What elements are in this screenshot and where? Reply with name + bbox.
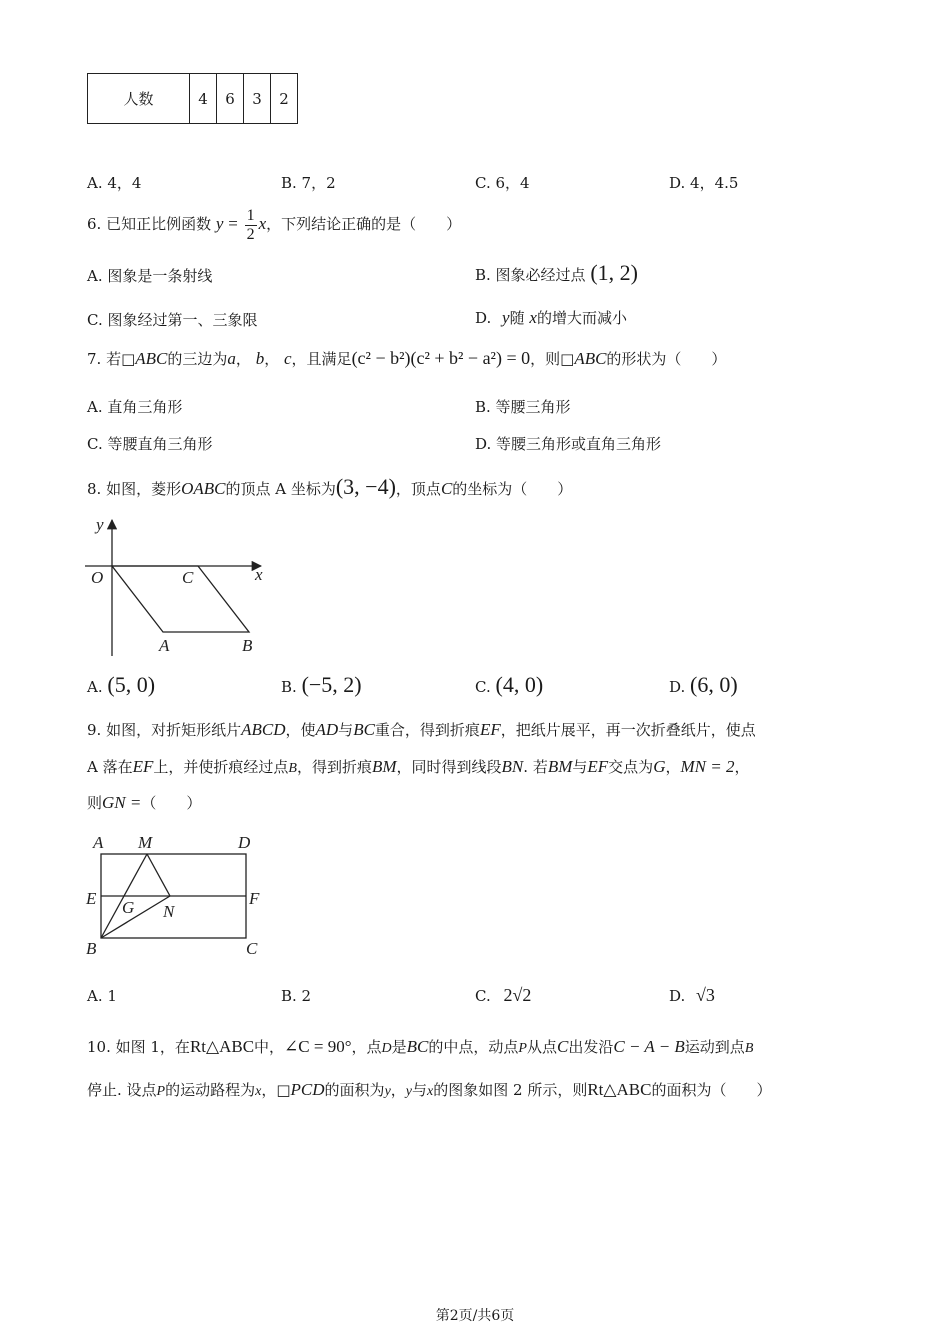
table-cell: 6 bbox=[217, 74, 244, 124]
q10-text: 停止. 设点 bbox=[87, 1081, 157, 1099]
q8-point-c: C bbox=[440, 479, 453, 498]
q10-line-2 bbox=[87, 1079, 771, 1100]
q6-option-d-mid: 随 bbox=[509, 309, 525, 327]
q9-text: 重合，得到折痕 bbox=[374, 721, 480, 739]
q6-stem-pre: 6. 已知正比例函数 bbox=[87, 215, 212, 233]
q6-func-lhs: y bbox=[215, 214, 224, 233]
q9-option-d-label: D. bbox=[669, 987, 686, 1005]
q9-label-f: F bbox=[249, 889, 260, 908]
q7-option-d: D. 等腰三角形或直角三角形 bbox=[475, 435, 662, 453]
q9-line-mn bbox=[147, 854, 170, 896]
q10-text: 的面积为 bbox=[324, 1081, 385, 1099]
q9-option-b: B. 2 bbox=[281, 987, 312, 1005]
q9-label-d: D bbox=[238, 833, 251, 852]
q9-label-g: G bbox=[122, 898, 135, 917]
q6-option-b bbox=[475, 260, 638, 286]
q7-option-c: C. 等腰直角三角形 bbox=[87, 435, 213, 453]
q8-option-c-value: (4, 0) bbox=[495, 672, 544, 697]
q9-label-e: E bbox=[86, 889, 97, 908]
q9-bn: BN bbox=[501, 757, 524, 776]
q6-option-b-math: (1, 2) bbox=[590, 260, 638, 285]
q10-sep: ， bbox=[261, 1081, 277, 1099]
q10-var-x: x bbox=[427, 1084, 434, 1099]
q7-triangle-symbol: □ bbox=[560, 350, 575, 368]
q9-text: ，同时得到线段 bbox=[396, 758, 502, 776]
q10-pcd: PCD bbox=[290, 1080, 325, 1099]
q6-fraction bbox=[245, 207, 257, 244]
table-row bbox=[88, 74, 298, 124]
q7-stem-d: ，则 bbox=[530, 350, 561, 368]
q9-text: ，把纸片展平，再一次折叠纸片，使点 bbox=[500, 721, 756, 739]
q8-label-a: A bbox=[159, 636, 170, 655]
q10-text: 10. 如图 1，在 bbox=[87, 1038, 190, 1056]
q9-abcd: ABCD bbox=[241, 720, 286, 739]
q8-stem-c: ，顶点 bbox=[395, 480, 441, 498]
q8-option-a-label: A. bbox=[87, 678, 103, 696]
q10-path: C − A − B bbox=[613, 1037, 685, 1056]
q9-option-c-value: 2√2 bbox=[503, 985, 532, 1005]
q6-frac-den: 2 bbox=[246, 225, 255, 243]
q8-option-d bbox=[669, 672, 738, 698]
q10-text: 的中点，动点 bbox=[428, 1038, 519, 1056]
q10-point-c: C bbox=[557, 1037, 569, 1056]
q9-point-b: B bbox=[288, 761, 297, 776]
q8-option-b-value: (−5, 2) bbox=[301, 672, 362, 697]
q10-angle: ∠C = 90° bbox=[284, 1037, 352, 1056]
q8-option-a bbox=[87, 672, 155, 698]
q9-bc: BC bbox=[353, 720, 375, 739]
q6-frac-num: 1 bbox=[246, 206, 255, 224]
q10-line-1 bbox=[87, 1036, 753, 1057]
q9-mn: MN = 2 bbox=[680, 757, 735, 776]
q8-option-d-value: (6, 0) bbox=[690, 672, 738, 697]
q6-option-c: C. 图象经过第一、三象限 bbox=[87, 311, 258, 329]
q9-text: 与 bbox=[338, 721, 354, 739]
q10-text: 的运动路程为 bbox=[165, 1081, 256, 1099]
q7-option-b: B. 等腰三角形 bbox=[475, 398, 571, 416]
q10-point-b: B bbox=[744, 1041, 754, 1056]
q9-ef: EF bbox=[479, 720, 501, 739]
q8-stem-a: 8. 如图，菱形 bbox=[87, 480, 182, 498]
q7-stem-c: ，且满足 bbox=[291, 350, 352, 368]
q5-option-a: A. 4，4 bbox=[87, 174, 142, 192]
q7-stem-e: 的形状为（ ） bbox=[606, 350, 727, 368]
q9-point-g: G bbox=[653, 757, 666, 776]
q8-option-b-label: B. bbox=[281, 678, 297, 696]
q9-label-m: M bbox=[138, 833, 153, 852]
q10-text: 从点 bbox=[526, 1038, 557, 1056]
q10-text: ，点 bbox=[351, 1038, 382, 1056]
q8-coord: (3, −4) bbox=[335, 474, 396, 499]
q5-option-b: B. 7，2 bbox=[281, 174, 336, 192]
q5-option-c: C. 6，4 bbox=[475, 174, 530, 192]
q9-ef: EF bbox=[587, 757, 609, 776]
q7-abc: ABC bbox=[574, 349, 607, 368]
q8-label-y: y bbox=[96, 515, 104, 534]
q7-stem-a: 7. 若 bbox=[87, 350, 122, 368]
q7-sep: ， bbox=[235, 350, 251, 368]
q9-text: 9. 如图，对折矩形纸片 bbox=[87, 721, 242, 739]
q8-label-b: B bbox=[242, 636, 253, 655]
q9-text: 与 bbox=[572, 758, 588, 776]
q9-text: A 落在 bbox=[87, 758, 133, 776]
page-footer: 第2页/共6页 bbox=[435, 1308, 515, 1324]
q9-text: . 若 bbox=[523, 758, 548, 776]
data-table bbox=[87, 73, 298, 124]
q5-option-d: D. 4，4.5 bbox=[669, 174, 739, 192]
q9-line-bn bbox=[101, 896, 170, 938]
q9-option-a: A. 1 bbox=[87, 987, 117, 1005]
q8-stem-b: 的顶点 A 坐标为 bbox=[225, 480, 336, 498]
q9-text: ，使 bbox=[285, 721, 316, 739]
q7-sep: ， bbox=[264, 350, 280, 368]
q7-var-a: a bbox=[227, 349, 236, 368]
q8-option-d-label: D. bbox=[669, 678, 686, 696]
q9-option-c-label: C. bbox=[475, 987, 491, 1005]
q8-rhombus-figure bbox=[85, 512, 275, 662]
q8-stem bbox=[87, 474, 572, 500]
q10-text: 的面积为（ ） bbox=[651, 1081, 772, 1099]
q9-line-2 bbox=[87, 756, 749, 777]
q10-rt-abc: Rt△ABC bbox=[587, 1080, 652, 1099]
q6-option-d-x: x bbox=[529, 308, 537, 327]
q9-text: ，得到折痕 bbox=[296, 758, 372, 776]
q10-var-y: y bbox=[405, 1084, 413, 1099]
q9-option-c bbox=[475, 985, 531, 1006]
q7-equation: (c² − b²)(c² + b² − a²) = 0 bbox=[351, 348, 531, 368]
q7-var-b: b bbox=[255, 349, 265, 368]
q10-text: 的图象如图 2 所示，则 bbox=[433, 1081, 588, 1099]
q6-option-d-post: 的增大而减小 bbox=[536, 309, 627, 327]
table-cell: 3 bbox=[244, 74, 271, 124]
q7-abc: ABC bbox=[135, 349, 168, 368]
table-label-cell: 人数 bbox=[88, 74, 190, 124]
q9-option-d-value: √3 bbox=[696, 985, 715, 1005]
q8-oabc: OABC bbox=[181, 479, 226, 498]
q8-option-a-value: (5, 0) bbox=[107, 672, 156, 697]
q9-option-d bbox=[669, 985, 715, 1006]
q6-option-a: A. 图象是一条射线 bbox=[87, 267, 213, 285]
q6-option-d-pre: D. bbox=[475, 309, 492, 327]
q6-option-d bbox=[475, 307, 627, 328]
q7-option-a: A. 直角三角形 bbox=[87, 398, 183, 416]
q9-text: 上，并使折痕经过点 bbox=[153, 758, 289, 776]
q9-line-3 bbox=[87, 792, 201, 813]
q8-label-x: x bbox=[255, 565, 263, 584]
q9-bm: BM bbox=[371, 757, 397, 776]
q10-point-p: P bbox=[156, 1084, 166, 1099]
table-cell: 2 bbox=[271, 74, 298, 124]
q10-bc: BC bbox=[406, 1037, 429, 1056]
q10-point-p: P bbox=[518, 1041, 527, 1056]
q6-func-eq: = bbox=[228, 214, 238, 233]
q9-bm: BM bbox=[547, 757, 573, 776]
q6-stem bbox=[87, 202, 461, 246]
table-cell: 4 bbox=[190, 74, 217, 124]
q10-var-y: y bbox=[384, 1084, 391, 1099]
q9-label-b: B bbox=[86, 939, 97, 958]
q10-var-x: x bbox=[255, 1084, 262, 1099]
q7-triangle-symbol: □ bbox=[121, 350, 136, 368]
q10-text: 与 bbox=[412, 1081, 428, 1099]
q9-text: 则 bbox=[87, 794, 103, 812]
q8-option-c-label: C. bbox=[475, 678, 491, 696]
q6-option-b-text: B. 图象必经过点 bbox=[475, 266, 586, 284]
q10-sep: ， bbox=[390, 1081, 406, 1099]
q7-stem bbox=[87, 348, 726, 369]
q9-rectangle-figure bbox=[83, 828, 268, 966]
q9-gn: GN = bbox=[102, 793, 142, 812]
q9-text: （ ） bbox=[141, 794, 202, 812]
q8-label-o: O bbox=[91, 568, 104, 587]
q8-label-c: C bbox=[182, 568, 194, 587]
q9-label-c: C bbox=[246, 939, 258, 958]
q6-option-d-y: y bbox=[502, 308, 510, 327]
q10-point-d: D bbox=[381, 1041, 392, 1056]
q7-stem-b: 的三边为 bbox=[167, 350, 228, 368]
q10-triangle-symbol: □ bbox=[276, 1081, 291, 1099]
q8-rhombus bbox=[112, 566, 249, 632]
q6-func-var: x bbox=[258, 214, 267, 233]
q9-ad: AD bbox=[315, 720, 339, 739]
q9-sep: ， bbox=[665, 758, 681, 776]
q9-line-1 bbox=[87, 719, 756, 740]
q8-option-c bbox=[475, 672, 543, 698]
q8-stem-d: 的坐标为（ ） bbox=[452, 480, 573, 498]
q10-text: 是 bbox=[391, 1038, 407, 1056]
q9-ef: EF bbox=[132, 757, 154, 776]
q10-text: 中， bbox=[254, 1038, 285, 1056]
q7-var-c: c bbox=[284, 349, 292, 368]
q10-text: 运动到点 bbox=[684, 1038, 745, 1056]
q9-label-n: N bbox=[163, 902, 175, 921]
q10-rt-abc: Rt△ABC bbox=[189, 1037, 255, 1056]
q9-sep: ， bbox=[734, 758, 750, 776]
q9-label-a: A bbox=[93, 833, 104, 852]
q6-stem-post: ，下列结论正确的是（ ） bbox=[266, 215, 462, 233]
q8-option-b bbox=[281, 672, 362, 698]
q10-text: 出发沿 bbox=[568, 1038, 614, 1056]
q9-text: 交点为 bbox=[608, 758, 654, 776]
